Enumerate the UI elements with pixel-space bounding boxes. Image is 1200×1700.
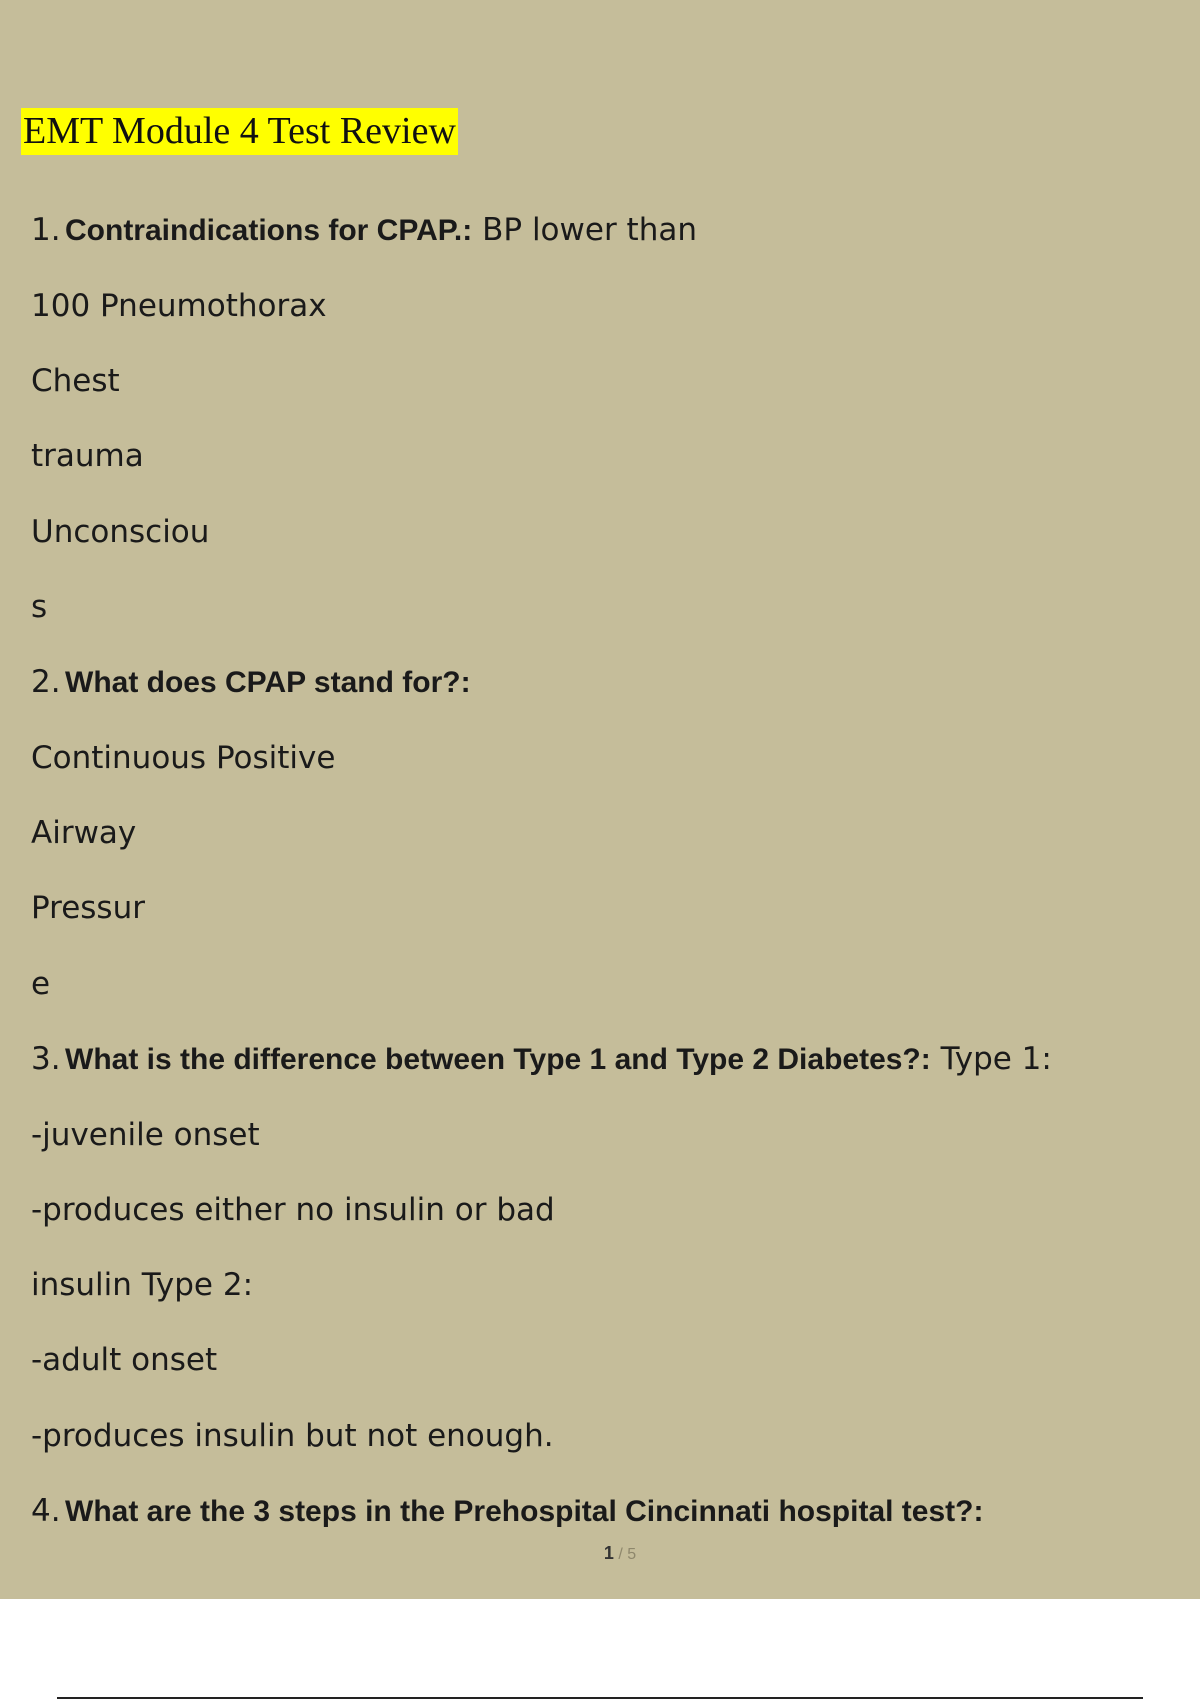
answer-line: -produces insulin but not enough. [31, 1418, 554, 1454]
answer-line: s [31, 589, 48, 625]
answer-line: Chest [31, 363, 120, 399]
answer-line: -produces either no insulin or bad [31, 1192, 555, 1228]
question-line [31, 1491, 983, 1532]
answer-line: e [31, 966, 51, 1002]
question-text: What is the difference between Type 1 and Type 2 Diabetes?: [65, 1043, 931, 1076]
question-number: 2. [31, 664, 61, 700]
answer-line: Unconsciou [31, 514, 210, 550]
question-text: What does CPAP stand for?: [65, 666, 471, 699]
answer-line: Continuous Positive [31, 740, 336, 776]
total-pages: / 5 [618, 1546, 637, 1563]
page-indicator [0, 1543, 1200, 1564]
question-text: Contraindications for CPAP.: [65, 214, 473, 247]
question-number: 3. [31, 1041, 61, 1077]
question-number: 1. [31, 212, 61, 248]
question-line [31, 1039, 1052, 1080]
answer-line: Airway [31, 815, 137, 851]
answer-inline: Type 1: [940, 1041, 1052, 1077]
question-number: 4. [31, 1493, 61, 1529]
current-page-number: 1 [603, 1543, 614, 1563]
answer-line: trauma [31, 438, 144, 474]
answer-line: Pressur [31, 890, 145, 926]
answer-line: 100 Pneumothorax [31, 288, 327, 324]
answer-line: insulin Type 2: [31, 1267, 254, 1303]
answer-inline: BP lower than [482, 212, 697, 248]
answer-line: -juvenile onset [31, 1117, 260, 1153]
question-text: What are the 3 steps in the Prehospital Cincinnati hospital test?: [65, 1495, 984, 1528]
answer-line: -adult onset [31, 1342, 218, 1378]
document-title: EMT Module 4 Test Review [21, 108, 458, 155]
question-line [31, 210, 697, 251]
page-divider-rule [57, 1697, 1143, 1699]
question-line [31, 662, 471, 703]
